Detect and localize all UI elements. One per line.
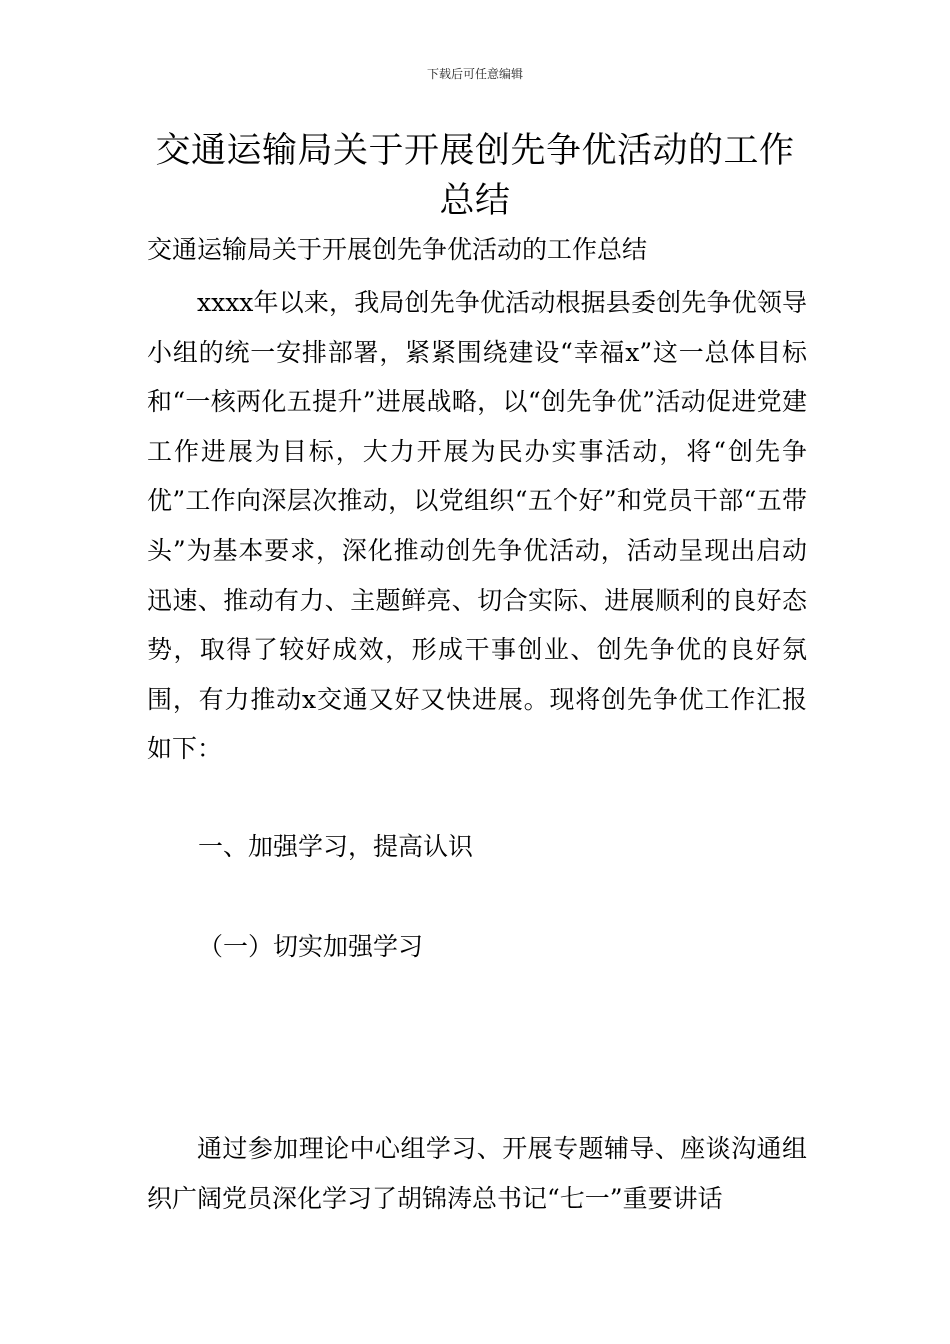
page-header-note: 下载后可任意编辑: [426, 67, 523, 81]
subsection-heading-1: （一）切实加强学习: [198, 932, 424, 961]
section-heading-1: 一、加强学习，提高认识: [198, 832, 474, 861]
intro-paragraph: xxxx年以来，我局创先争优活动根据县委创先争优领导小组的统一安排部署，紧紧围绕建设“幸福x”这一总体目标和“一核两化五提升”进展战略，以“创先争优”活动促进党建工作进展为目标，大力开展为民办实事活动，将“创先争优”工作向深层次推动，以党组织“五个好”和党员干部“五带头”为基本要求，深化推动创先争优活动，活动呈现出启动迅速、推动有力、主题鲜亮、切合实际、进展顺利的良好态势，取得了较好成效，形成干事创业、创先争优的良好氛围，有力推动x交通又好又快进展。现将创先争优工作汇报如下：: [147, 288, 807, 764]
document-title: 交通运输局关于开展创先争优活动的工作总结: [155, 131, 795, 221]
study-paragraph: 通过参加理论中心组学习、开展专题辅导、座谈沟通组织广阔党员深化学习了胡锦涛总书记“七一”重要讲话: [147, 1134, 807, 1213]
document-subtitle: 交通运输局关于开展创先争优活动的工作总结: [147, 235, 648, 264]
